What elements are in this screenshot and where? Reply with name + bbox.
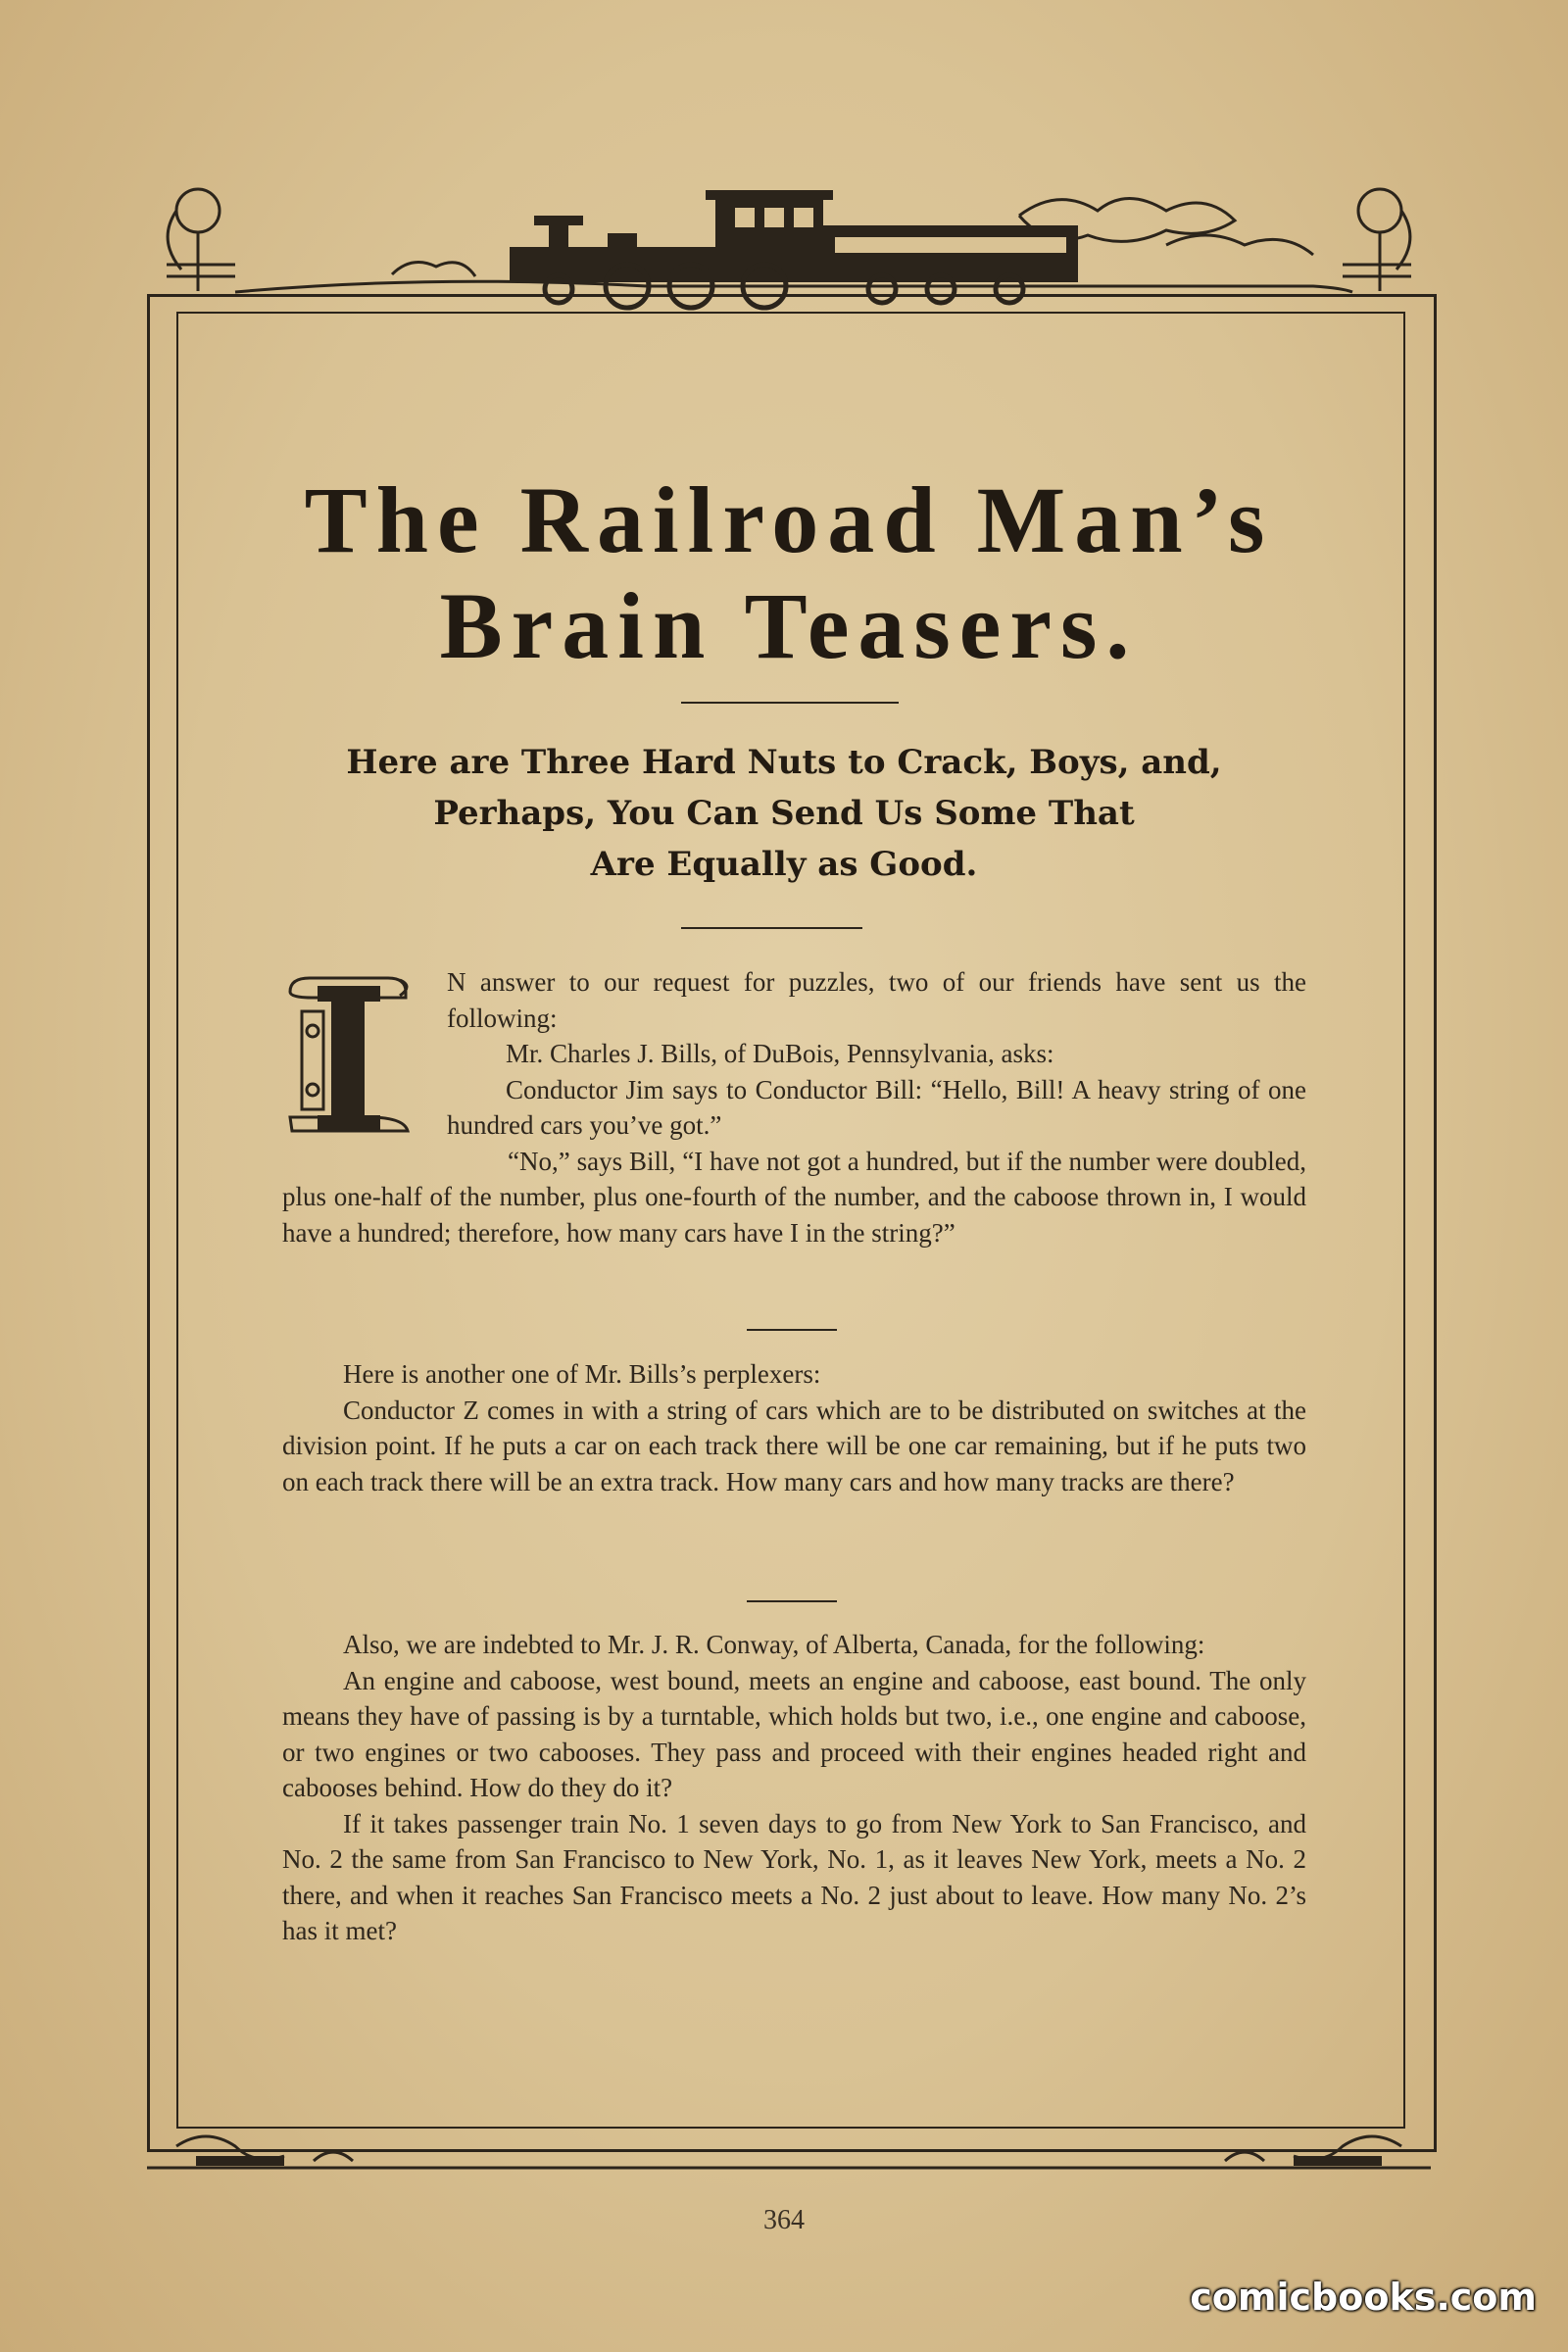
divider-rule (681, 702, 899, 704)
attribution-paragraph: Mr. Charles J. Bills, of DuBois, Pennsylvania, asks: (506, 1039, 1054, 1068)
page-title-line-1: The Railroad Man’s (304, 467, 1274, 572)
page-title-line-2: Brain Teasers. (439, 573, 1139, 678)
page-number: 364 (763, 2205, 805, 2235)
puzzle-1-question: “No,” says Bill, “I have not got a hundred, but if the number were doubled, plus one-half of the number, plus one-fourth of the number, and the caboose thrown in, I would have a hundred; therefore, how many cars have I in the string?” (282, 1146, 1306, 1248)
bottom-border-ornament (137, 2107, 1441, 2185)
puzzle-3-intro: Also, we are indebted to Mr. J. R. Conway, of Alberta, Canada, for the following: (343, 1630, 1205, 1659)
site-watermark: comicbooks.com (1190, 2276, 1537, 2319)
puzzle-4-question: If it takes passenger train No. 1 seven days to go from New York to San Francisco, and No. 2 the same from San Francisco to New York, No. 1, as it leaves New York, meets a No. 2 there, and when it reaches San Francisco meets a No. 2 just about to leave. How many No. 2’s has it met? (282, 1808, 1306, 1945)
puzzle-2-intro: Here is another one of Mr. Bills’s perplexers: (343, 1359, 821, 1389)
subtitle-line-1: Here are Three Hard Nuts to Crack, Boys, and, (346, 743, 1222, 782)
puzzle-section-1 (282, 964, 1306, 1250)
puzzle-1-dialogue: Conductor Jim says to Conductor Bill: “Hello, Bill! A heavy string of one hundred cars you’ve got.” (447, 1074, 1306, 1140)
subtitle-line-3: Are Equally as Good. (590, 845, 978, 884)
drop-cap-letter: I (345, 1072, 349, 1083)
subtitle-line-2: Perhaps, You Can Send Us Some That (433, 794, 1135, 833)
puzzle-2-question: Conductor Z comes in with a string of cars which are to be distributed on switches at the division point. If he puts a car on each track there will be one car remaining, but if he puts two on each track there will be an extra track. How many cars and how many tracks are there? (282, 1395, 1306, 1496)
puzzle-section-2 (282, 1356, 1306, 1499)
subtitle (294, 737, 1274, 890)
puzzle-3-question: An engine and caboose, west bound, meets an engine and caboose, east bound. The only means they have of passing is by a turntable, which holds but two, i.e., one engine and caboose, or two engines or two cabooses. They pass and proceed with their engines headed right and cabooses behind. How do they do it? (282, 1665, 1306, 1802)
divider-rule (681, 927, 862, 929)
divider-rule (747, 1600, 837, 1602)
intro-paragraph: N answer to our request for puzzles, two of our friends have sent us the following: (447, 967, 1306, 1033)
puzzle-section-3 (282, 1627, 1306, 1949)
divider-rule (747, 1329, 837, 1331)
locomotive-header-illustration (137, 167, 1441, 314)
